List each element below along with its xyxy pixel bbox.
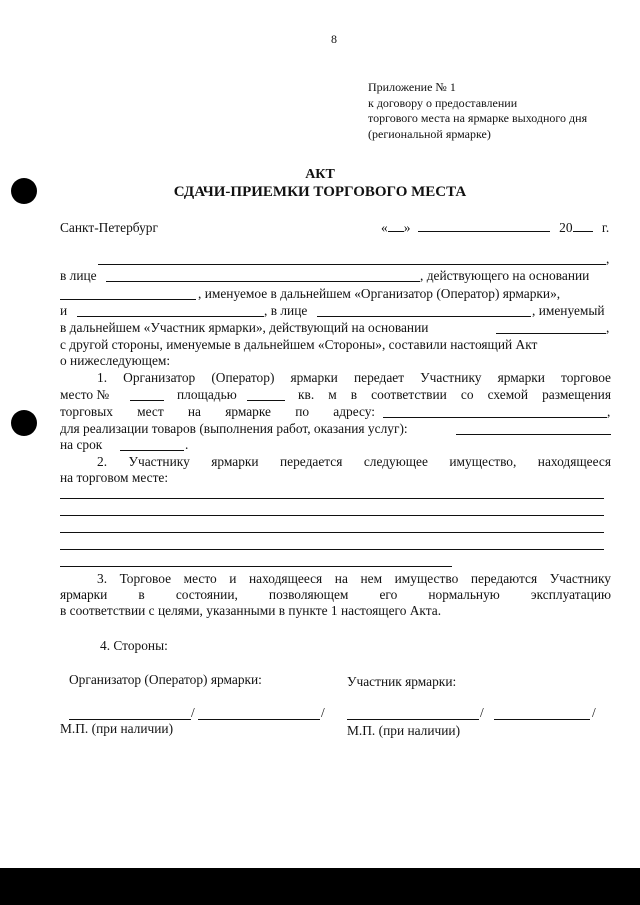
appendix-line-3: торгового места на ярмарке выходного дня (368, 111, 588, 125)
comma: , (607, 404, 611, 419)
punch-hole-middle (11, 410, 37, 436)
body-line-2b: , действующего на основании (420, 268, 590, 283)
comma: , (606, 251, 610, 266)
participant-name-signature-blank[interactable] (494, 719, 590, 720)
date-open-quote: « (381, 220, 388, 235)
appendix-note (368, 80, 587, 142)
page-number: 8 (331, 32, 337, 46)
goods-blank[interactable] (456, 434, 611, 435)
term-blank[interactable] (120, 450, 184, 451)
scan-edge-bar (0, 868, 640, 905)
document-subtitle: СДАЧИ-ПРИЕМКИ ТОРГОВОГО МЕСТА (173, 184, 467, 200)
appendix-line-4: (региональной ярмарке) (368, 126, 491, 141)
paragraph-1-line-2c: кв. м в соответствии со схемой размещения (298, 387, 611, 402)
body-line-4c: , именуемый (532, 303, 605, 318)
property-blank-line[interactable] (60, 566, 452, 567)
date-field (381, 220, 609, 236)
body-line-2a: в лице (60, 268, 97, 283)
participant-representative-blank[interactable] (317, 316, 531, 317)
date-close-quote: » (403, 220, 411, 235)
city-name: Санкт-Петербург (60, 220, 158, 235)
place-number-blank[interactable] (130, 400, 164, 401)
property-blank-line[interactable] (60, 549, 604, 550)
body-line-3: , именуемое в дальнейшем «Организатор (Оператор) ярмарки», (198, 286, 561, 301)
slash: / (321, 705, 325, 720)
paragraph-4: 4. Стороны: (100, 638, 168, 653)
property-blank-line[interactable] (60, 532, 604, 533)
property-blank-line[interactable] (60, 498, 604, 499)
paragraph-2-line-1: 2. Участнику ярмарки передается следующее имущество, находящееся (97, 454, 611, 469)
month-blank[interactable] (418, 220, 550, 232)
body-line-6: с другой стороны, именуемые в дальнейшем «Стороны», составили настоящий Акт (60, 337, 538, 352)
body-line-4b: , в лице (264, 303, 308, 318)
paragraph-3-line-3: в соответствии с целями, указанными в пункте 1 настоящего Акта. (60, 603, 442, 618)
paragraph-2-line-2: на торговом месте: (60, 470, 169, 485)
slash: / (480, 705, 484, 720)
paragraph-1-line-4: для реализации товаров (выполнения работ, оказания услуг): (60, 421, 408, 436)
participant-label: Участник ярмарки: (347, 674, 457, 689)
paragraph-1-line-5a: на срок (60, 437, 103, 452)
organizer-signature-blank[interactable] (69, 719, 191, 720)
paragraph-1-line-2a: место № (60, 387, 110, 402)
body-line-5: в дальнейшем «Участник ярмарки», действующий на основании (60, 320, 429, 335)
participant-name-blank[interactable] (77, 316, 264, 317)
organizer-name-blank[interactable] (98, 264, 606, 265)
year-prefix: 20 (559, 220, 573, 235)
participant-basis-blank[interactable] (496, 333, 606, 334)
paragraph-1-line-3: торговых мест на ярмарке по адресу: (60, 404, 375, 419)
participant-signature-blank[interactable] (347, 719, 479, 720)
stamp-right: М.П. (при наличии) (347, 723, 461, 738)
organizer-label: Организатор (Оператор) ярмарки: (69, 672, 262, 687)
appendix-line-1: Приложение № 1 (368, 80, 456, 94)
slash: / (592, 705, 596, 720)
body-line-7: о нижеследующем: (60, 353, 171, 368)
period: . (185, 437, 189, 452)
slash: / (191, 705, 195, 720)
property-blank-line[interactable] (60, 515, 604, 516)
paragraph-3-line-1: 3. Торговое место и находящееся на нем имущество передаются Участнику (97, 571, 611, 586)
area-blank[interactable] (247, 400, 285, 401)
paragraph-1-line-2b: площадью (177, 387, 237, 402)
day-blank[interactable] (388, 220, 404, 232)
organizer-basis-blank[interactable] (60, 299, 196, 300)
stamp-left: М.П. (при наличии) (60, 721, 174, 736)
year-blank[interactable] (573, 220, 593, 232)
organizer-representative-blank[interactable] (106, 281, 420, 282)
paragraph-1-line-1: 1. Организатор (Оператор) ярмарки передает Участнику ярмарки торговое (97, 370, 611, 385)
comma: , (606, 320, 610, 335)
paragraph-3-line-2: ярмарки в состоянии, позволяющем его нормальную эксплуатацию (60, 587, 611, 602)
document-title: АКТ (305, 167, 335, 182)
appendix-line-2: к договору о предоставлении (368, 95, 518, 110)
address-blank[interactable] (383, 417, 607, 418)
year-suffix: г. (601, 220, 610, 235)
organizer-name-signature-blank[interactable] (198, 719, 320, 720)
body-line-4a: и (60, 303, 68, 318)
